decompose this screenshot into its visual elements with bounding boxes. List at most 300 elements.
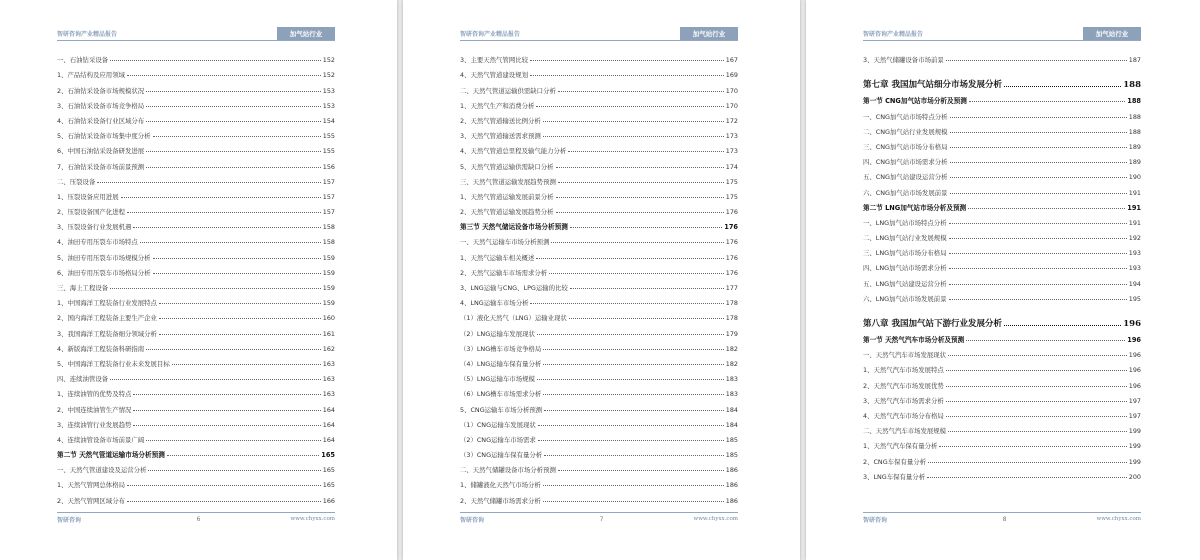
header-badge: 加气站行业 [277, 27, 335, 41]
toc-leader-dots [543, 349, 724, 350]
toc-leader-dots [146, 91, 321, 92]
toc-leader-dots [558, 91, 724, 92]
toc-entry[interactable] [460, 474, 738, 489]
toc-page-number: 170 [725, 101, 738, 110]
toc-entry[interactable] [460, 489, 738, 504]
toc-list [863, 49, 1141, 481]
toc-entry[interactable] [460, 262, 738, 277]
toc-page-number: 189 [1128, 158, 1141, 167]
toc-leader-dots [950, 177, 1127, 178]
toc-entry-title: 1、储罐液化天然气市场分析 [460, 481, 541, 490]
document-page [806, 0, 1200, 560]
toc-page-number: 172 [725, 116, 738, 125]
toc-entry[interactable] [57, 338, 335, 353]
toc-chapter[interactable] [863, 68, 1141, 90]
toc-section[interactable] [863, 329, 1141, 344]
footer-logo: 智研咨询 [57, 517, 82, 524]
toc-leader-dots [946, 416, 1127, 417]
toc-entry[interactable] [57, 414, 335, 429]
toc-entry[interactable] [57, 459, 335, 474]
toc-entry[interactable] [57, 368, 335, 383]
toc-entry-title: 二、天然气汽车市场发展规模 [863, 427, 947, 436]
toc-leader-dots [968, 208, 1125, 209]
toc-entry-title: 3、主要天然气管网比较 [460, 56, 528, 65]
toc-entry-title: 六、CNG加气站市场发展前景 [863, 188, 948, 197]
toc-entry[interactable] [460, 322, 738, 337]
footer-url[interactable]: www.chyxx.com [290, 516, 335, 522]
toc-entry-title: 4、石油钻采设备行业区域分布 [57, 116, 145, 125]
toc-entry[interactable] [863, 151, 1141, 166]
toc-page-number: 177 [725, 284, 738, 292]
toc-entry[interactable] [460, 125, 738, 140]
toc-leader-dots [570, 227, 722, 228]
toc-section[interactable] [57, 444, 335, 459]
toc-entry[interactable] [460, 186, 738, 201]
toc-leader-dots [949, 238, 1127, 239]
toc-entry-title: 5、石油钻采设备市场集中度分析 [57, 132, 151, 141]
toc-entry[interactable] [460, 231, 738, 246]
toc-entry[interactable] [57, 322, 335, 337]
toc-leader-dots [537, 379, 724, 380]
toc-page-number: 189 [1128, 142, 1141, 151]
toc-entry-title: 2、天然气管网区域分布 [57, 496, 125, 505]
toc-entry-title: 2、天然气管道输送比例分析 [460, 116, 541, 125]
toc-leader-dots [148, 470, 320, 471]
toc-page-number: 179 [725, 329, 738, 338]
toc-leader-dots [146, 440, 321, 441]
toc-entry[interactable] [57, 383, 335, 398]
toc-page-number: 153 [322, 101, 335, 110]
toc-page-number: 176 [725, 238, 738, 247]
toc-entry-title: 1、天然气汽车市场发展特点 [863, 366, 944, 375]
toc-entry[interactable] [460, 201, 738, 216]
toc-entry[interactable] [57, 429, 335, 444]
toc-entry[interactable] [460, 444, 738, 459]
toc-entry-title: 三、海上工程设备 [57, 284, 109, 292]
toc-page-number: 165 [321, 451, 335, 460]
toc-entry[interactable] [863, 374, 1141, 389]
toc-entry-title: 1、天然气生产和消费分析 [460, 101, 535, 110]
toc-entry-title: 1、产品结构及应用领域 [57, 71, 125, 80]
toc-page-number: 166 [322, 496, 335, 505]
toc-entry[interactable] [460, 95, 738, 110]
toc-leader-dots [146, 106, 321, 107]
toc-entry[interactable] [863, 359, 1141, 374]
toc-entry[interactable] [460, 368, 738, 383]
toc-leader-dots [146, 121, 321, 122]
toc-entry[interactable] [863, 344, 1141, 359]
toc-entry-title: （2）LNG运输车发展现状 [460, 329, 535, 338]
toc-leader-dots [110, 60, 321, 61]
toc-entry[interactable] [57, 231, 335, 246]
header-rule [460, 40, 738, 41]
page-number: 6 [196, 516, 201, 523]
toc-entry[interactable] [863, 242, 1141, 257]
toc-entry-title: 1、中国海洋工程装备行业发展特点 [57, 299, 157, 308]
toc-page-number: 155 [322, 147, 335, 156]
toc-entry-title: 一、CNG加气站市场特点分析 [863, 112, 948, 121]
document-page [0, 0, 397, 560]
toc-entry-title: 第一节 CNG加气站市场分析及预测 [863, 97, 967, 106]
toc-leader-dots [153, 258, 321, 259]
toc-entry[interactable] [57, 353, 335, 368]
toc-page-number: 182 [725, 359, 738, 368]
toc-entry-title: 3、天然气汽车市场需求分析 [863, 396, 944, 405]
toc-page-number: 165 [322, 481, 335, 490]
toc-section[interactable] [863, 90, 1141, 105]
toc-page-number: 185 [725, 451, 738, 460]
toc-leader-dots [153, 136, 321, 137]
toc-entry[interactable] [57, 292, 335, 307]
header-rule [57, 40, 335, 41]
toc-leader-dots [946, 401, 1127, 402]
header-rule [863, 40, 1141, 41]
toc-leader-dots [949, 299, 1127, 300]
toc-entry-title: 2、天然气管道运输发展趋势分析 [460, 208, 554, 217]
toc-leader-dots [949, 253, 1127, 254]
toc-entry[interactable] [863, 288, 1141, 303]
toc-page-number: 186 [725, 496, 738, 505]
header-title: 智研咨询产业精品报告 [460, 31, 521, 38]
toc-entry[interactable] [863, 435, 1141, 450]
toc-page-number: 199 [1128, 442, 1141, 451]
toc-page-number: 185 [725, 435, 738, 444]
toc-leader-dots [570, 288, 724, 289]
toc-entry-title: 4、LNG运输车市场分析 [460, 299, 529, 308]
toc-page-number: 152 [322, 71, 335, 80]
toc-list [460, 49, 738, 505]
footer-rule [863, 512, 1141, 513]
toc-page-number: 200 [1128, 472, 1141, 481]
toc-entry[interactable] [863, 212, 1141, 227]
toc-leader-dots [543, 485, 724, 486]
toc-entry[interactable] [863, 390, 1141, 405]
toc-page-number: 159 [322, 268, 335, 277]
toc-entry-title: 6、中国石油钻采设备研发进展 [57, 147, 145, 156]
toc-entry[interactable] [460, 383, 738, 398]
toc-leader-dots [946, 60, 1127, 61]
toc-entry[interactable] [57, 277, 335, 292]
toc-page-number: 187 [1128, 56, 1141, 65]
toc-page-number: 161 [322, 329, 335, 338]
toc-entry[interactable] [460, 338, 738, 353]
toc-entry-title: 第三节 天然气储运设备市场分析预测 [460, 223, 568, 232]
toc-entry-title: 5、中国海洋工程装备行业未来发展目标 [57, 359, 170, 368]
toc-entry-title: 4、新版海洋工程装备科研指南 [57, 344, 145, 353]
toc-leader-dots [950, 117, 1127, 118]
toc-leader-dots [159, 318, 321, 319]
toc-entry[interactable] [57, 110, 335, 125]
toc-leader-dots [549, 273, 724, 274]
toc-entry[interactable] [863, 181, 1141, 196]
toc-page-number: 186 [725, 481, 738, 490]
toc-entry-title: 5、天然气管道运输供需缺口分析 [460, 162, 554, 171]
toc-page-number: 183 [725, 375, 738, 384]
toc-leader-dots [153, 273, 321, 274]
toc-leader-dots [950, 162, 1127, 163]
toc-page-number: 176 [725, 268, 738, 277]
toc-page-number: 196 [1128, 366, 1141, 375]
toc-entry[interactable] [57, 64, 335, 79]
toc-page-number: 154 [322, 116, 335, 125]
toc-leader-dots [543, 136, 724, 137]
document-page [403, 0, 800, 560]
toc-page-number: 173 [725, 147, 738, 156]
toc-entry-title: 六、LNG加气站市场发展前景 [863, 294, 947, 303]
toc-entry-title: 2、天然气储罐市场需求分析 [460, 496, 541, 505]
toc-page-number: 157 [322, 177, 335, 186]
toc-entry-title: 第七章 我国加气站细分市场发展分析 [863, 80, 1002, 91]
toc-page-number: 191 [1128, 188, 1141, 197]
toc-page-number: 158 [322, 223, 335, 232]
toc-leader-dots [127, 75, 321, 76]
toc-entry[interactable] [460, 49, 738, 64]
toc-entry[interactable] [863, 450, 1141, 465]
toc-page-number: 157 [322, 208, 335, 217]
toc-entry[interactable] [460, 171, 738, 186]
toc-page-number: 162 [322, 344, 335, 353]
toc-leader-dots [569, 318, 724, 319]
toc-entry[interactable] [57, 246, 335, 261]
toc-leader-dots [946, 386, 1127, 387]
toc-entry-title: 1、压裂设备应用进展 [57, 192, 119, 201]
toc-entry-title: 一、天然气运输车市场分析预测 [460, 238, 550, 247]
toc-leader-dots [556, 212, 724, 213]
toc-entry-title: 二、天然气储罐设备市场分析预测 [460, 466, 556, 475]
toc-section[interactable] [460, 216, 738, 231]
toc-page-number: 188 [1123, 80, 1141, 91]
toc-page-number: 193 [1128, 249, 1141, 258]
toc-page-number: 188 [1128, 127, 1141, 136]
toc-entry[interactable] [57, 201, 335, 216]
toc-entry[interactable] [460, 353, 738, 368]
toc-leader-dots [948, 355, 1127, 356]
toc-page-number: 184 [725, 420, 738, 429]
toc-entry-title: （1）液化天然气（LNG）运输业现状 [460, 314, 567, 323]
toc-leader-dots [538, 440, 724, 441]
toc-entry[interactable] [460, 79, 738, 94]
toc-entry-title: 四、LNG加气站市场需求分析 [863, 264, 947, 273]
toc-entry-title: 3、天然气管道输送需求预测 [460, 132, 541, 141]
toc-page-number: 164 [322, 435, 335, 444]
toc-leader-dots [949, 223, 1127, 224]
toc-entry-title: 五、LNG加气站建设运营分析 [863, 279, 947, 288]
toc-entry[interactable] [460, 277, 738, 292]
toc-page-number: 159 [322, 253, 335, 262]
toc-entry-title: 4、天然气管道建设规划 [460, 71, 528, 80]
toc-entry[interactable] [460, 459, 738, 474]
toc-leader-dots [950, 193, 1127, 194]
toc-entry-title: （5）LNG运输车市场规模 [460, 375, 535, 384]
toc-entry[interactable] [57, 398, 335, 413]
toc-entry[interactable] [460, 292, 738, 307]
toc-page-number: 188 [1127, 97, 1141, 106]
toc-entry-title: 1、天然气管道运输发展前景分析 [460, 192, 554, 201]
toc-entry[interactable] [460, 64, 738, 79]
toc-leader-dots [133, 410, 320, 411]
toc-entry-title: 6、油田专用压裂车市场格局分析 [57, 268, 151, 277]
toc-list [57, 49, 335, 505]
toc-entry-title: 第八章 我国加气站下游行业发展分析 [863, 318, 1002, 329]
footer-rule [460, 512, 738, 513]
toc-entry-title: 第二节 LNG加气站市场分析及预测 [863, 203, 967, 212]
toc-entry[interactable] [57, 155, 335, 170]
toc-entry[interactable] [57, 49, 335, 64]
toc-entry-title: 一、LNG加气站市场特点分析 [863, 218, 947, 227]
toc-entry-title: 二、压裂设备 [57, 177, 96, 186]
toc-leader-dots [133, 425, 320, 426]
toc-entry[interactable] [460, 110, 738, 125]
header-title: 智研咨询产业精品报告 [57, 31, 118, 38]
toc-leader-dots [110, 288, 321, 289]
toc-leader-dots [927, 477, 1127, 478]
footer-url[interactable]: www.chyxx.com [693, 516, 738, 522]
toc-entry[interactable] [863, 420, 1141, 435]
toc-entry[interactable] [57, 171, 335, 186]
toc-page-number: 191 [1127, 203, 1141, 212]
toc-entry-title: 3、我国海洋工程装备细分领域分析 [57, 329, 157, 338]
toc-entry[interactable] [460, 414, 738, 429]
toc-entry[interactable] [460, 307, 738, 322]
toc-entry[interactable] [57, 474, 335, 489]
toc-section[interactable] [863, 197, 1141, 212]
toc-entry[interactable] [863, 257, 1141, 272]
toc-entry[interactable] [57, 216, 335, 231]
toc-leader-dots [543, 121, 724, 122]
toc-entry[interactable] [863, 121, 1141, 136]
toc-entry-title: （6）LNG槽车市场需求分析 [460, 390, 542, 399]
toc-entry[interactable] [57, 262, 335, 277]
toc-page-number: 188 [1128, 112, 1141, 121]
toc-page-number: 159 [322, 299, 335, 308]
toc-entry-title: 4、连续油管设备市场前景广阔 [57, 435, 145, 444]
toc-entry-title: 3、LNG运输与CNG、LPG运输的比较 [460, 284, 568, 292]
toc-entry-title: 1、天然气运输车相关概述 [460, 253, 535, 262]
toc-leader-dots [140, 242, 321, 243]
toc-entry-title: 3、连续油管行业发展趋势 [57, 420, 132, 429]
toc-leader-dots [948, 431, 1127, 432]
toc-entry[interactable] [460, 398, 738, 413]
toc-entry[interactable] [460, 429, 738, 444]
toc-entry-title: 一、石油钻采设备 [57, 56, 109, 65]
toc-leader-dots [537, 334, 724, 335]
toc-page-number: 195 [1128, 294, 1141, 303]
toc-entry[interactable] [863, 49, 1141, 64]
toc-leader-dots [568, 151, 723, 152]
toc-page-number: 190 [1128, 173, 1141, 182]
toc-entry[interactable] [460, 140, 738, 155]
toc-entry[interactable] [57, 186, 335, 201]
toc-page-number: 165 [322, 466, 335, 475]
toc-entry[interactable] [863, 136, 1141, 151]
toc-entry[interactable] [863, 166, 1141, 181]
toc-entry-title: 2、中国连续油管生产情况 [57, 405, 132, 414]
toc-entry[interactable] [57, 125, 335, 140]
toc-page-number: 178 [725, 314, 738, 323]
toc-page-number: 186 [725, 466, 738, 475]
toc-entry[interactable] [460, 155, 738, 170]
toc-entry-title: 四、连续油管设备 [57, 375, 109, 384]
toc-leader-dots [159, 334, 321, 335]
footer-logo: 智研咨询 [460, 517, 485, 524]
toc-page-number: 169 [725, 71, 738, 80]
toc-page-number: 191 [1128, 218, 1141, 227]
toc-entry-title: 5、CNG运输车市场分析预测 [460, 405, 543, 414]
toc-entry[interactable] [57, 79, 335, 94]
toc-leader-dots [536, 106, 723, 107]
toc-entry-title: 2、压裂设备国产化进程 [57, 208, 125, 217]
toc-entry[interactable] [460, 246, 738, 261]
toc-leader-dots [127, 485, 321, 486]
toc-entry[interactable] [57, 95, 335, 110]
toc-entry[interactable] [863, 405, 1141, 420]
toc-entry-title: 4、天然气汽车市场分布格局 [863, 411, 944, 420]
toc-page-number: 155 [322, 132, 335, 141]
toc-entry[interactable] [57, 489, 335, 504]
toc-page-number: 173 [725, 132, 738, 141]
toc-entry-title: 四、CNG加气站市场需求分析 [863, 158, 948, 167]
toc-leader-dots [939, 446, 1126, 447]
toc-page-number: 176 [724, 223, 738, 232]
toc-entry[interactable] [863, 272, 1141, 287]
toc-page-number: 197 [1128, 396, 1141, 405]
toc-leader-dots [556, 197, 724, 198]
toc-leader-dots [556, 167, 724, 168]
footer-rule [57, 512, 335, 513]
toc-entry-title: 2、CNG车保有量分析 [863, 457, 926, 466]
toc-leader-dots [530, 303, 723, 304]
toc-entry-title: 1、天然气汽车保有量分析 [863, 442, 938, 451]
toc-page-number: 159 [322, 284, 335, 292]
toc-page-number: 163 [322, 359, 335, 368]
toc-leader-dots [121, 197, 321, 198]
toc-entry[interactable] [57, 140, 335, 155]
toc-entry[interactable] [863, 466, 1141, 481]
toc-entry-title: 3、石油钻采设备市场竞争格局 [57, 101, 145, 110]
toc-page-number: 164 [322, 405, 335, 414]
toc-leader-dots [543, 501, 724, 502]
toc-entry[interactable] [863, 227, 1141, 242]
toc-page-number: 194 [1128, 279, 1141, 288]
toc-chapter[interactable] [863, 307, 1141, 329]
toc-entry[interactable] [863, 105, 1141, 120]
toc-entry-title: 三、LNG加气站市场分布格局 [863, 249, 947, 258]
toc-entry-title: 五、CNG加气站建设运营分析 [863, 173, 948, 182]
footer-url[interactable]: www.chyxx.com [1096, 516, 1141, 522]
toc-leader-dots [544, 410, 724, 411]
toc-leader-dots [966, 340, 1125, 341]
toc-leader-dots [558, 470, 724, 471]
toc-entry-title: 第一节 天然气汽车市场分析及预测 [863, 336, 965, 344]
toc-leader-dots [928, 462, 1127, 463]
toc-leader-dots [969, 101, 1125, 102]
toc-page-number: 176 [725, 208, 738, 217]
toc-page-number: 183 [725, 390, 738, 399]
toc-leader-dots [946, 370, 1127, 371]
footer-logo: 智研咨询 [863, 517, 888, 524]
toc-entry-title: （2）CNG运输车市场需求 [460, 435, 536, 444]
toc-entry-title: 第二节 天然气管道运输市场分析预测 [57, 451, 165, 460]
toc-page-number: 182 [725, 344, 738, 353]
toc-entry[interactable] [57, 307, 335, 322]
toc-page-number: 196 [1127, 336, 1141, 344]
toc-leader-dots [133, 227, 320, 228]
header-badge: 加气站行业 [680, 27, 738, 41]
toc-leader-dots [110, 379, 321, 380]
toc-leader-dots [127, 501, 321, 502]
toc-page-number: 199 [1128, 427, 1141, 436]
toc-page-number: 163 [322, 375, 335, 384]
